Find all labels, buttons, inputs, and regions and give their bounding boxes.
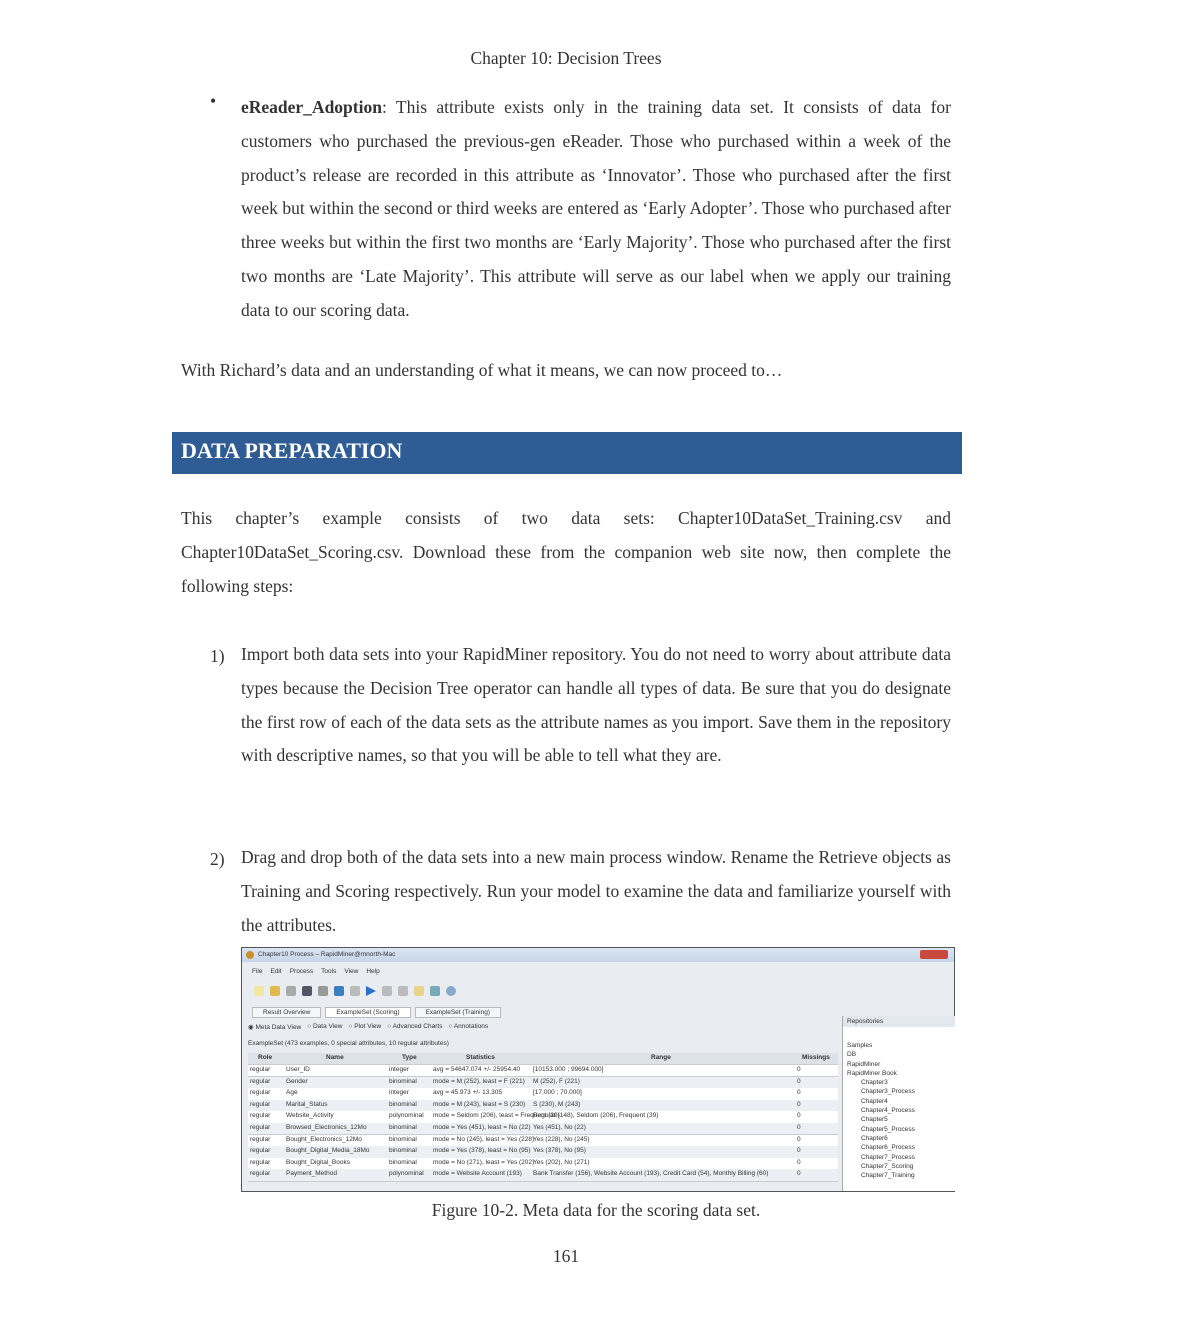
- radio-label: Plot View: [354, 1023, 382, 1030]
- radio-label: Advanced Charts: [392, 1023, 443, 1030]
- repository-item[interactable]: Chapter7_Process: [861, 1153, 915, 1161]
- table-cell: polynominal: [389, 1112, 424, 1120]
- repository-item[interactable]: Chapter6_Process: [861, 1144, 915, 1152]
- running-header: Chapter 10: Decision Trees: [470, 48, 662, 68]
- col-name[interactable]: Name: [326, 1054, 344, 1061]
- table-cell: 0: [797, 1066, 801, 1073]
- results-icon[interactable]: [430, 986, 440, 996]
- table-cell: Gender: [286, 1077, 308, 1085]
- title-bar: [242, 948, 954, 962]
- menu-process[interactable]: Process: [289, 968, 314, 975]
- table-cell: 0: [797, 1124, 801, 1131]
- step-text: Drag and drop both of the data sets into a new main process window. Rename the Retrieve objects as Training and Scoring respectively. Run your model to examine the data and familiarize yourself with the attributes.: [241, 847, 951, 935]
- table-cell: regular: [250, 1135, 271, 1143]
- table-cell: 0: [797, 1100, 801, 1108]
- repository-item[interactable]: Chapter5: [861, 1116, 888, 1124]
- table-cell: integer: [389, 1089, 409, 1097]
- table-cell: regular: [250, 1112, 271, 1120]
- table-cell: Bought_Digital_Media_18Mo: [286, 1147, 370, 1155]
- menu-file[interactable]: File: [252, 968, 263, 975]
- tab-result-overview[interactable]: Result Overview: [252, 1007, 321, 1018]
- table-cell: mode = Yes (451), least = No (22): [433, 1124, 531, 1131]
- menu-tools[interactable]: Tools: [321, 968, 337, 975]
- table-cell: mode = M (252), least = F (221): [433, 1077, 525, 1085]
- step-number: 2): [210, 849, 225, 869]
- table-cell: 0: [797, 1089, 801, 1097]
- table-cell: 0: [797, 1077, 801, 1085]
- paragraph-data-prep: This chapter’s example consists of two data sets: Chapter10DataSet_Training.csv and Chapter10DataSet_Scoring.csv. Download these from the companion web site now, then complete the following steps:: [181, 508, 951, 596]
- table-cell: avg = 54647.074 +/- 25954.40: [433, 1066, 521, 1073]
- table-cell: regular: [250, 1100, 271, 1108]
- repository-item[interactable]: Chapter7_Scoring: [861, 1162, 914, 1170]
- rapidminer-screenshot: [241, 947, 955, 1192]
- table-cell: regular: [250, 1147, 271, 1155]
- run-icon[interactable]: [366, 986, 376, 996]
- table-cell: [10153.000 ; 99694.000]: [533, 1066, 604, 1073]
- menu-bar: [252, 968, 380, 975]
- table-cell: avg = 45.973 +/- 13.305: [433, 1089, 503, 1097]
- repositories-panel: [842, 1016, 955, 1191]
- col-range[interactable]: Range: [651, 1054, 671, 1061]
- radio-advanced-charts[interactable]: ○ Advanced Charts: [387, 1023, 443, 1030]
- paragraph-intro: With Richard’s data and an understanding of what it means, we can now proceed to…: [181, 360, 783, 380]
- table-cell: [17.000 ; 70.000]: [533, 1089, 582, 1097]
- table-cell: Marital_Status: [286, 1100, 328, 1108]
- table-cell: Regular (148), Seldom (206), Frequent (39): [533, 1112, 659, 1120]
- undo-icon[interactable]: [334, 986, 344, 996]
- repository-item[interactable]: Chapter5_Process: [861, 1125, 915, 1133]
- design-icon[interactable]: [414, 986, 424, 996]
- table-cell: binominal: [389, 1147, 417, 1155]
- open-icon[interactable]: [270, 986, 280, 996]
- repositories-title: Repositories: [843, 1016, 955, 1027]
- stop-icon[interactable]: [398, 986, 408, 996]
- window-title: Chapter10 Process – RapidMiner@mnorth-Mac: [258, 951, 396, 958]
- save-icon[interactable]: [286, 986, 296, 996]
- table-cell: User_ID: [286, 1066, 310, 1073]
- step-1: [210, 638, 952, 773]
- new-icon[interactable]: [254, 986, 264, 996]
- result-tabs: [252, 1007, 501, 1018]
- table-cell: regular: [250, 1077, 271, 1085]
- radio-annotations[interactable]: ○ Annotations: [448, 1023, 489, 1030]
- table-row[interactable]: [248, 1088, 838, 1100]
- repository-item[interactable]: DB: [847, 1051, 857, 1059]
- table-cell: binominal: [389, 1100, 417, 1108]
- table-row[interactable]: [248, 1135, 838, 1147]
- table-cell: binominal: [389, 1077, 417, 1085]
- table-row[interactable]: [248, 1077, 838, 1089]
- table-cell: Yes (228), No (245): [533, 1135, 590, 1143]
- bullet-icon: •: [210, 91, 217, 111]
- rapidminer-logo-icon: [246, 951, 254, 959]
- table-cell: Age: [286, 1089, 298, 1097]
- table-cell: 0: [797, 1158, 801, 1166]
- table-cell: Bought_Digital_Books: [286, 1158, 350, 1166]
- table-row[interactable]: [248, 1100, 838, 1112]
- repository-item[interactable]: Chapter4: [861, 1097, 888, 1105]
- table-cell: 0: [797, 1112, 801, 1120]
- table-cell: binominal: [389, 1158, 417, 1166]
- repository-item[interactable]: Chapter7_Training: [861, 1172, 915, 1180]
- table-cell: regular: [250, 1089, 271, 1097]
- radio-label: Meta Data View: [255, 1024, 302, 1031]
- radio-plot-view[interactable]: ○ Plot View: [348, 1023, 382, 1030]
- col-missings[interactable]: Missings: [802, 1054, 830, 1061]
- tab-exampleset-training[interactable]: ExampleSet (Training): [415, 1007, 501, 1018]
- table-row[interactable]: [248, 1065, 838, 1077]
- save-as-icon[interactable]: [302, 986, 312, 996]
- tab-exampleset-scoring[interactable]: ExampleSet (Scoring): [325, 1007, 410, 1018]
- table-cell: mode = No (271), least = Yes (202): [433, 1158, 535, 1166]
- table-header: [248, 1053, 838, 1065]
- table-cell: Bought_Electronics_12Mo: [286, 1135, 362, 1143]
- page-number: 161: [552, 1246, 580, 1266]
- table-row[interactable]: [248, 1158, 838, 1170]
- radio-label: Data View: [312, 1023, 343, 1030]
- repository-item[interactable]: Chapter3_Process: [861, 1088, 915, 1096]
- table-cell: mode = No (245), least = Yes (228): [433, 1135, 535, 1143]
- table-cell: M (252), F (221): [533, 1077, 580, 1085]
- pause-icon[interactable]: [382, 986, 392, 996]
- table-cell: regular: [250, 1124, 271, 1131]
- table-cell: 0: [797, 1147, 801, 1155]
- exampleset-summary: ExampleSet (473 examples, 0 special attributes, 10 regular attributes): [248, 1040, 449, 1047]
- table-cell: 0: [797, 1135, 801, 1143]
- menu-view[interactable]: View: [344, 968, 359, 975]
- menu-help[interactable]: Help: [366, 968, 380, 975]
- repository-item[interactable]: Chapter3: [861, 1079, 888, 1087]
- table-cell: Bank Transfer (156), Website Account (193), Credit Card (54), Monthly Billing (60): [533, 1170, 769, 1178]
- table-cell: S (230), M (243): [533, 1100, 581, 1108]
- repository-item[interactable]: Chapter4_Process: [861, 1107, 915, 1115]
- col-type[interactable]: Type: [402, 1054, 417, 1061]
- table-cell: binominal: [389, 1124, 417, 1131]
- table-cell: Website_Activity: [286, 1112, 334, 1120]
- table-row[interactable]: [248, 1169, 838, 1181]
- table-cell: 0: [797, 1170, 801, 1178]
- table-cell: Yes (378), No (95): [533, 1147, 586, 1155]
- toolbar: [254, 986, 462, 998]
- table-cell: Browsed_Electronics_12Mo: [286, 1124, 367, 1131]
- repository-item[interactable]: RapidMiner Book: [847, 1069, 897, 1077]
- figure-caption: Figure 10-2. Meta data for the scoring data set.: [431, 1200, 761, 1220]
- redo-icon[interactable]: [350, 986, 360, 996]
- step-number: 1): [210, 646, 225, 666]
- table-cell: Payment_Method: [286, 1170, 337, 1178]
- table-cell: mode = Yes (378), least = No (95): [433, 1147, 531, 1155]
- bullet-term: eReader_Adoption: [241, 97, 382, 117]
- menu-edit[interactable]: Edit: [270, 968, 282, 975]
- table-cell: regular: [250, 1170, 271, 1178]
- table-cell: polynominal: [389, 1170, 424, 1178]
- repository-item[interactable]: Samples: [847, 1042, 873, 1049]
- table-cell: Yes (202), No (271): [533, 1158, 590, 1166]
- radio-data-view[interactable]: ○ Data View: [307, 1023, 343, 1030]
- col-statistics[interactable]: Statistics: [466, 1054, 495, 1061]
- radio-label: Annotations: [453, 1023, 489, 1030]
- table-row[interactable]: [248, 1111, 838, 1123]
- bullet-item: [210, 91, 952, 328]
- view-radios: [248, 1023, 488, 1031]
- bullet-text: : This attribute exists only in the training data set. It consists of data for customers who purchased the previous-gen eReader. Those who purchased within a week of the product’s release are recorded in this attribute as ‘Innovator’. Those who purchased after the first week but within the second or third weeks are entered as ‘Early Adopter’. Those who purchased after three weeks but within the first two months are ‘Early Majority’. Those who purchased after the first two months are ‘Late Majority’. This attribute will serve as our label when we apply our training data to our scoring data.: [241, 97, 951, 320]
- table-cell: mode = Website Account (193): [433, 1170, 522, 1178]
- step-2: [210, 841, 952, 942]
- step-text: Import both data sets into your RapidMiner repository. You do not need to worry about attribute data types because the Decision Tree operator can handle all types of data. Be sure that you do designate the first row of each of the data sets as the attribute names as you import. Save them in the repository with descriptive names, so that you will be able to tell what they are.: [241, 644, 951, 766]
- section-title: DATA PREPARATION: [181, 438, 403, 463]
- table-cell: mode = Seldom (206), least = Frequent (39): [433, 1112, 560, 1120]
- table-cell: regular: [250, 1158, 271, 1166]
- table-cell: integer: [389, 1066, 409, 1073]
- table-cell: regular: [250, 1066, 271, 1073]
- print-icon[interactable]: [318, 986, 328, 996]
- table-row[interactable]: [248, 1146, 838, 1158]
- repository-item[interactable]: RapidMiner: [847, 1060, 881, 1068]
- meta-data-table: [242, 1053, 840, 1191]
- col-role[interactable]: Role: [258, 1054, 273, 1061]
- info-icon[interactable]: [446, 986, 456, 996]
- radio-meta-data-view[interactable]: ◉ Meta Data View: [248, 1024, 302, 1031]
- table-cell: binominal: [389, 1135, 417, 1143]
- table-cell: Yes (451), No (22): [533, 1124, 586, 1131]
- table-cell: mode = M (243), least = S (230): [433, 1100, 526, 1108]
- window-controls[interactable]: [920, 950, 948, 959]
- table-row[interactable]: [248, 1123, 838, 1135]
- repository-item[interactable]: Chapter6: [861, 1134, 888, 1142]
- section-heading: [172, 432, 962, 474]
